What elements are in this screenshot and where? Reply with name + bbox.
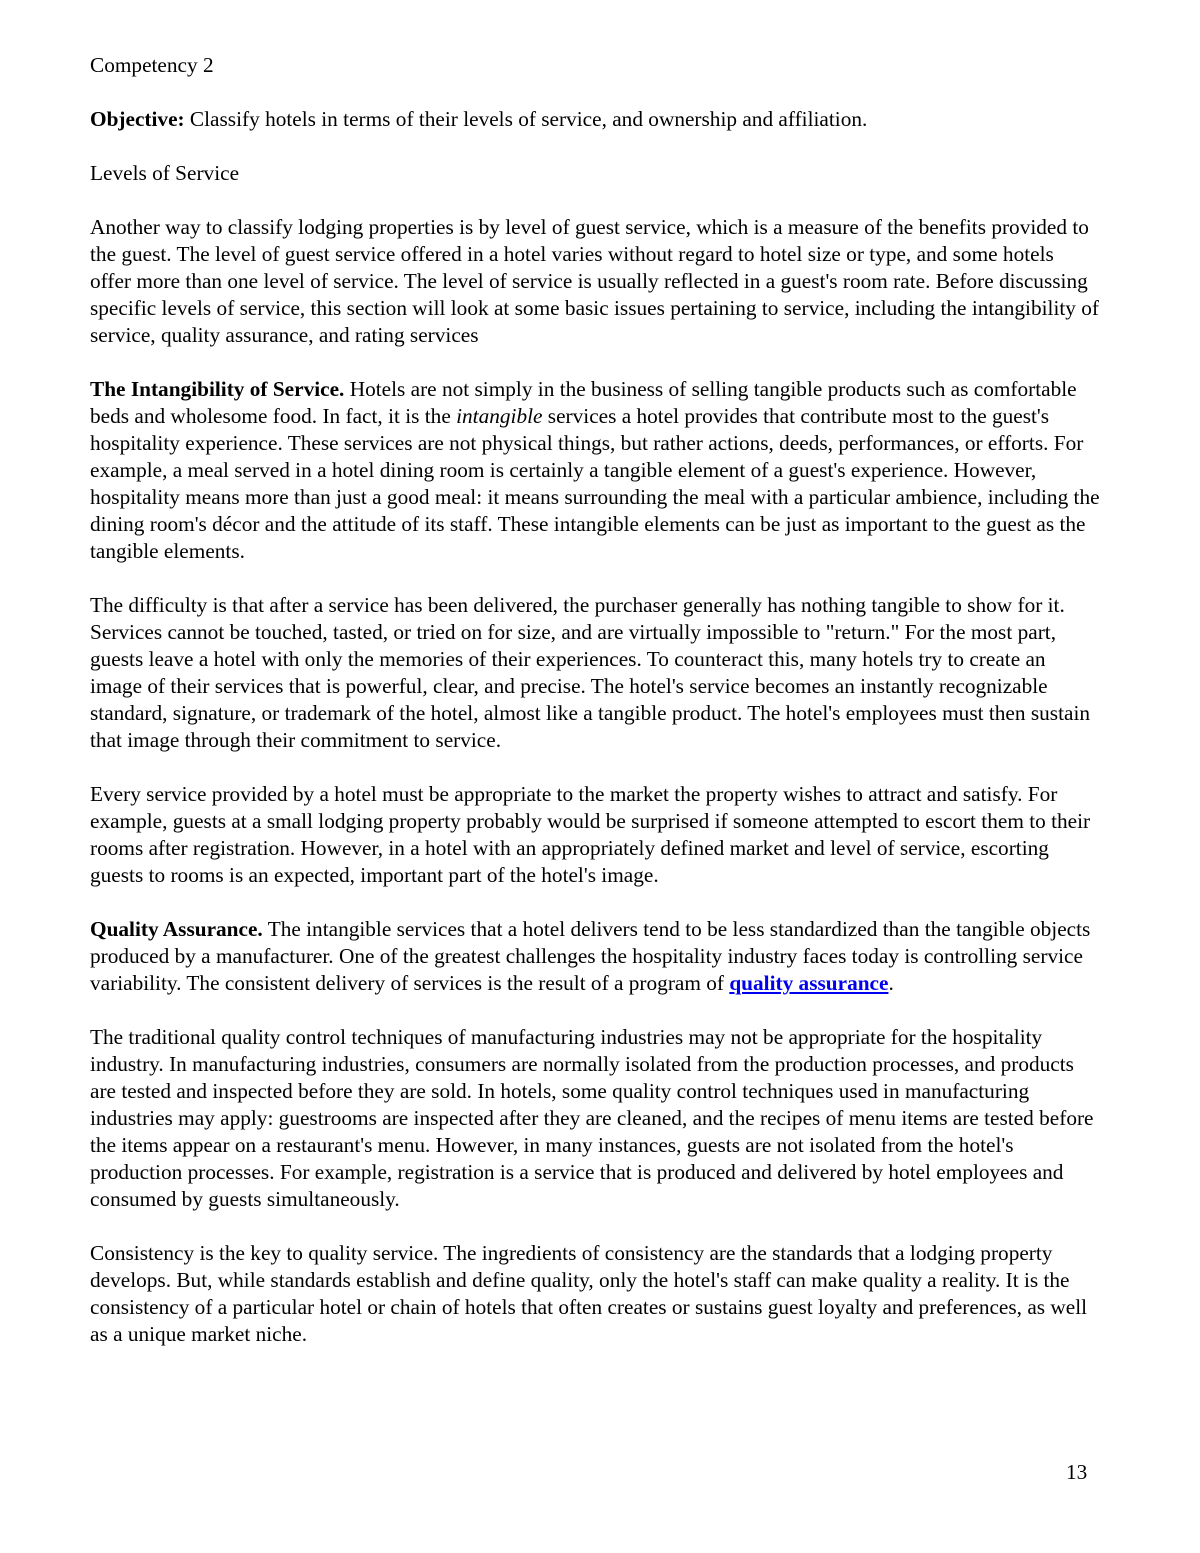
page-number: 13	[1066, 1460, 1088, 1484]
objective-text: Classify hotels in terms of their levels of service, and ownership and affiliation.	[184, 107, 868, 131]
section-title: Levels of Service	[90, 161, 240, 185]
intangibility-text-after: services a hotel provides that contribute most to the guest's hospitality experience. These services are not physical things, but rather actions, deeds, performances, or efforts. For example, a meal served in a hotel dining room is certainly a tangible element of a guest's experience. However, hospitality means more than just a good meal: it means surrounding the meal with a particular ambience, including the dining room's décor and the attitude of its staff. These intangible elements can be just as important to the guest as the tangible elements.	[90, 404, 1100, 563]
intangibility-paragraph	[90, 376, 1100, 565]
document-header: Competency 2	[90, 53, 214, 77]
intangibility-text-before: Hotels are not simply in the business of selling tangible products such as comfortable beds and wholesome food. In fact, it is the	[90, 377, 1077, 428]
quality-assurance-label: Quality Assurance.	[90, 917, 263, 941]
quality-assurance-text: The intangible services that a hotel delivers tend to be less standardized than the tangible objects produced by a manufacturer. One of the greatest challenges the hospitality industry faces today is controlling service variability. The consistent delivery of services is the result of a program of	[90, 917, 1091, 995]
traditional-paragraph: The traditional quality control techniques of manufacturing industries may not be appropriate for the hospitality industry. In manufacturing industries, consumers are normally isolated from the production processes, and products are tested and inspected before they are sold. In hotels, some quality control techniques used in manufacturing industries may apply: guestrooms are inspected after they are cleaned, and the recipes of menu items are tested before the items appear on a restaurant's menu. However, in many instances, guests are not isolated from the hotel's production processes. For example, registration is a service that is produced and delivered by hotel employees and consumed by guests simultaneously.	[90, 1025, 1094, 1211]
quality-assurance-paragraph	[90, 916, 1100, 997]
difficulty-paragraph: The difficulty is that after a service has been delivered, the purchaser generally has nothing tangible to show for it. Services cannot be touched, tasted, or tried on for size, and are virtually impossible to "return." For the most part, guests leave a hotel with only the memories of their experiences. To counteract this, many hotels try to create an image of their services that is powerful, clear, and precise. The hotel's service becomes an instantly recognizable standard, signature, or trademark of the hotel, almost like a tangible product. The hotel's employees must then sustain that image through their commitment to service.	[90, 593, 1091, 752]
intro-paragraph: Another way to classify lodging properties is by level of guest service, which is a measure of the benefits provided to the guest. The level of guest service offered in a hotel varies without regard to hotel size or type, and some hotels offer more than one level of service. The level of service is usually reflected in a guest's room rate. Before discussing specific levels of service, this section will look at some basic issues pertaining to service, including the intangibility of service, quality assurance, and rating services	[90, 215, 1100, 347]
document-page	[90, 52, 1100, 1375]
intangibility-italic: intangible	[456, 404, 543, 428]
quality-assurance-link[interactable]: quality assurance	[729, 971, 889, 995]
intangibility-label: The Intangibility of Service.	[90, 377, 345, 401]
every-service-paragraph: Every service provided by a hotel must be appropriate to the market the property wishes to attract and satisfy. For example, guests at a small lodging property probably would be surprised if someone attempted to escort them to their rooms after registration. However, in a hotel with an appropriately defined market and level of service, escorting guests to rooms is an expected, important part of the hotel's image.	[90, 782, 1091, 887]
objective-paragraph	[90, 106, 1100, 133]
consistency-paragraph: Consistency is the key to quality service. The ingredients of consistency are the standards that a lodging property develops. But, while standards establish and define quality, only the hotel's staff can make quality a reality. It is the consistency of a particular hotel or chain of hotels that often creates or sustains guest loyalty and preferences, as well as a unique market niche.	[90, 1241, 1088, 1346]
quality-assurance-end: .	[888, 971, 894, 995]
objective-label: Objective:	[90, 107, 185, 131]
